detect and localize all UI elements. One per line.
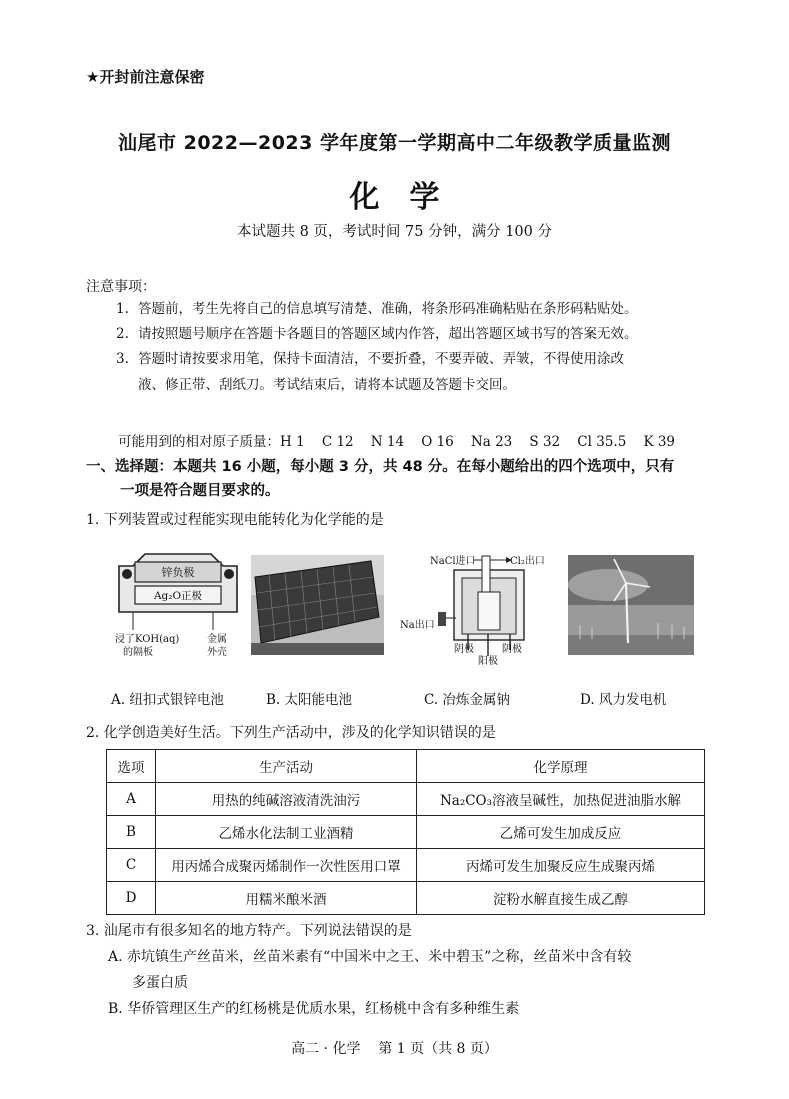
q2-table xyxy=(106,749,705,915)
q1-option-d: D. 风力发电机 xyxy=(580,692,667,708)
note-text: 答题前，考生先将自己的信息填写清楚、准确，将条形码准确粘贴在条形码粘贴处。 xyxy=(138,301,638,317)
subject-title: 化学 xyxy=(349,180,470,215)
page-footer: 高二 · 化学 第 1 页（共 8 页） xyxy=(291,1041,498,1057)
table-cell: C xyxy=(107,849,156,882)
note-text: 答题时请按要求用笔，保持卡面清洁，不要折叠，不要弄破、弄皱，不得使用涂改 xyxy=(138,351,624,367)
table-cell: 淀粉水解直接生成乙醇 xyxy=(417,882,705,915)
zinc-anode-label: 锌负极 xyxy=(161,566,195,579)
table-row xyxy=(107,849,705,882)
table-cell: 用丙烯合成聚丙烯制作一次性医用口罩 xyxy=(156,849,417,882)
table-cell: B xyxy=(107,816,156,849)
button-battery-figure xyxy=(113,548,243,668)
table-cell: A xyxy=(107,783,156,816)
note-number: 3. xyxy=(116,351,129,367)
q1-option-c: C. 冶炼金属钠 xyxy=(424,692,510,708)
wind-turbine-photo xyxy=(568,555,694,655)
atomic-masses: 可能用到的相对原子质量：H 1 C 12 N 14 O 16 Na 23 S 32 Cl 35.5 K 39 xyxy=(118,434,676,450)
table-cell: 乙烯水化法制工业酒精 xyxy=(156,816,417,849)
solar-panel-photo xyxy=(251,555,384,655)
table-header: 生产活动 xyxy=(156,750,417,783)
cathode-label: 阴极 xyxy=(454,644,474,655)
section-heading xyxy=(86,455,726,503)
section-heading-line: 一项是符合题目要求的。 xyxy=(120,483,280,499)
table-row xyxy=(107,783,705,816)
separator-label-line2: 的隔板 xyxy=(123,647,153,658)
table-row xyxy=(107,882,705,915)
table-cell: Na₂CO₃溶液呈碱性，加热促进油脂水解 xyxy=(417,783,705,816)
sodium-electrolysis-figure xyxy=(398,548,558,666)
section-heading-line: 一、选择题：本题共 16 小题，每小题 3 分，共 48 分。在每小题给出的四个选项中，只有 xyxy=(86,459,675,475)
note-item xyxy=(116,298,716,320)
q3-option-b: B. 华侨管理区生产的红杨桃是优质水果，红杨桃中含有多种维生素 xyxy=(108,1001,520,1017)
silver-oxide-cathode-label: Ag₂O正极 xyxy=(153,590,203,602)
table-cell: D xyxy=(107,882,156,915)
question-2-stem: 2. 化学创造美好生活。下列生产活动中，涉及的化学知识错误的是 xyxy=(86,725,496,741)
table-header: 选项 xyxy=(107,750,156,783)
table-cell: 乙烯可发生加成反应 xyxy=(417,816,705,849)
metal-case-label-line2: 外壳 xyxy=(207,647,227,658)
exam-title: 汕尾市 2022—2023 学年度第一学期高中二年级教学质量监测 xyxy=(118,132,671,154)
metal-case-label-line1: 金属 xyxy=(207,634,227,645)
cathode-label-right: 阴极 xyxy=(502,644,522,655)
exam-info: 本试题共 8 页，考试时间 75 分钟，满分 100 分 xyxy=(236,224,552,240)
table-cell: 丙烯可发生加聚反应生成聚丙烯 xyxy=(417,849,705,882)
table-cell: 用热的纯碱溶液清洗油污 xyxy=(156,783,417,816)
table-row xyxy=(107,816,705,849)
note-item xyxy=(116,374,716,396)
solar-panel-illustration xyxy=(251,555,384,655)
table-header-row xyxy=(107,750,705,783)
notes-title: 注意事项： xyxy=(86,279,156,295)
note-number: 1. xyxy=(116,301,129,317)
question-1-stem: 1. 下列装置或过程能实现电能转化为化学能的是 xyxy=(86,512,384,528)
note-item xyxy=(116,323,716,345)
confidential-notice: ★开封前注意保密 xyxy=(86,68,205,86)
anode-label: 阳极 xyxy=(478,656,498,666)
separator-label-line1: 浸了KOH(aq) xyxy=(115,634,180,645)
note-text: 请按照题号顺序在答题卡各题目的答题区域内作答，超出答题区域书写的答案无效。 xyxy=(138,326,638,342)
q1-option-b: B. 太阳能电池 xyxy=(266,692,353,708)
question-3-stem: 3. 汕尾市有很多知名的地方特产。下列说法错误的是 xyxy=(86,923,412,939)
note-item xyxy=(116,348,716,370)
q3-option-a-line2: 多蛋白质 xyxy=(132,975,188,991)
table-header: 化学原理 xyxy=(417,750,705,783)
note-number: 2. xyxy=(116,326,129,342)
note-text: 液、修正带、刮纸刀。考试结束后，请将本试题及答题卡交回。 xyxy=(138,377,516,393)
electrolysis-cell-diagram xyxy=(398,548,558,666)
q3-option-a-line1: A. 赤坑镇生产丝苗米，丝苗米素有“中国米中之王、米中碧玉”之称，丝苗米中含有较 xyxy=(108,949,632,965)
na-outlet-label: Na出口 xyxy=(400,620,435,631)
table-cell: 用糯米酿米酒 xyxy=(156,882,417,915)
nacl-inlet-label: NaCl进口 xyxy=(430,556,476,567)
cl2-outlet-label: Cl₂出口 xyxy=(510,556,545,567)
button-battery-diagram xyxy=(113,548,243,668)
wind-turbine-illustration xyxy=(568,555,694,655)
q1-option-a: A. 纽扣式银锌电池 xyxy=(111,692,224,708)
